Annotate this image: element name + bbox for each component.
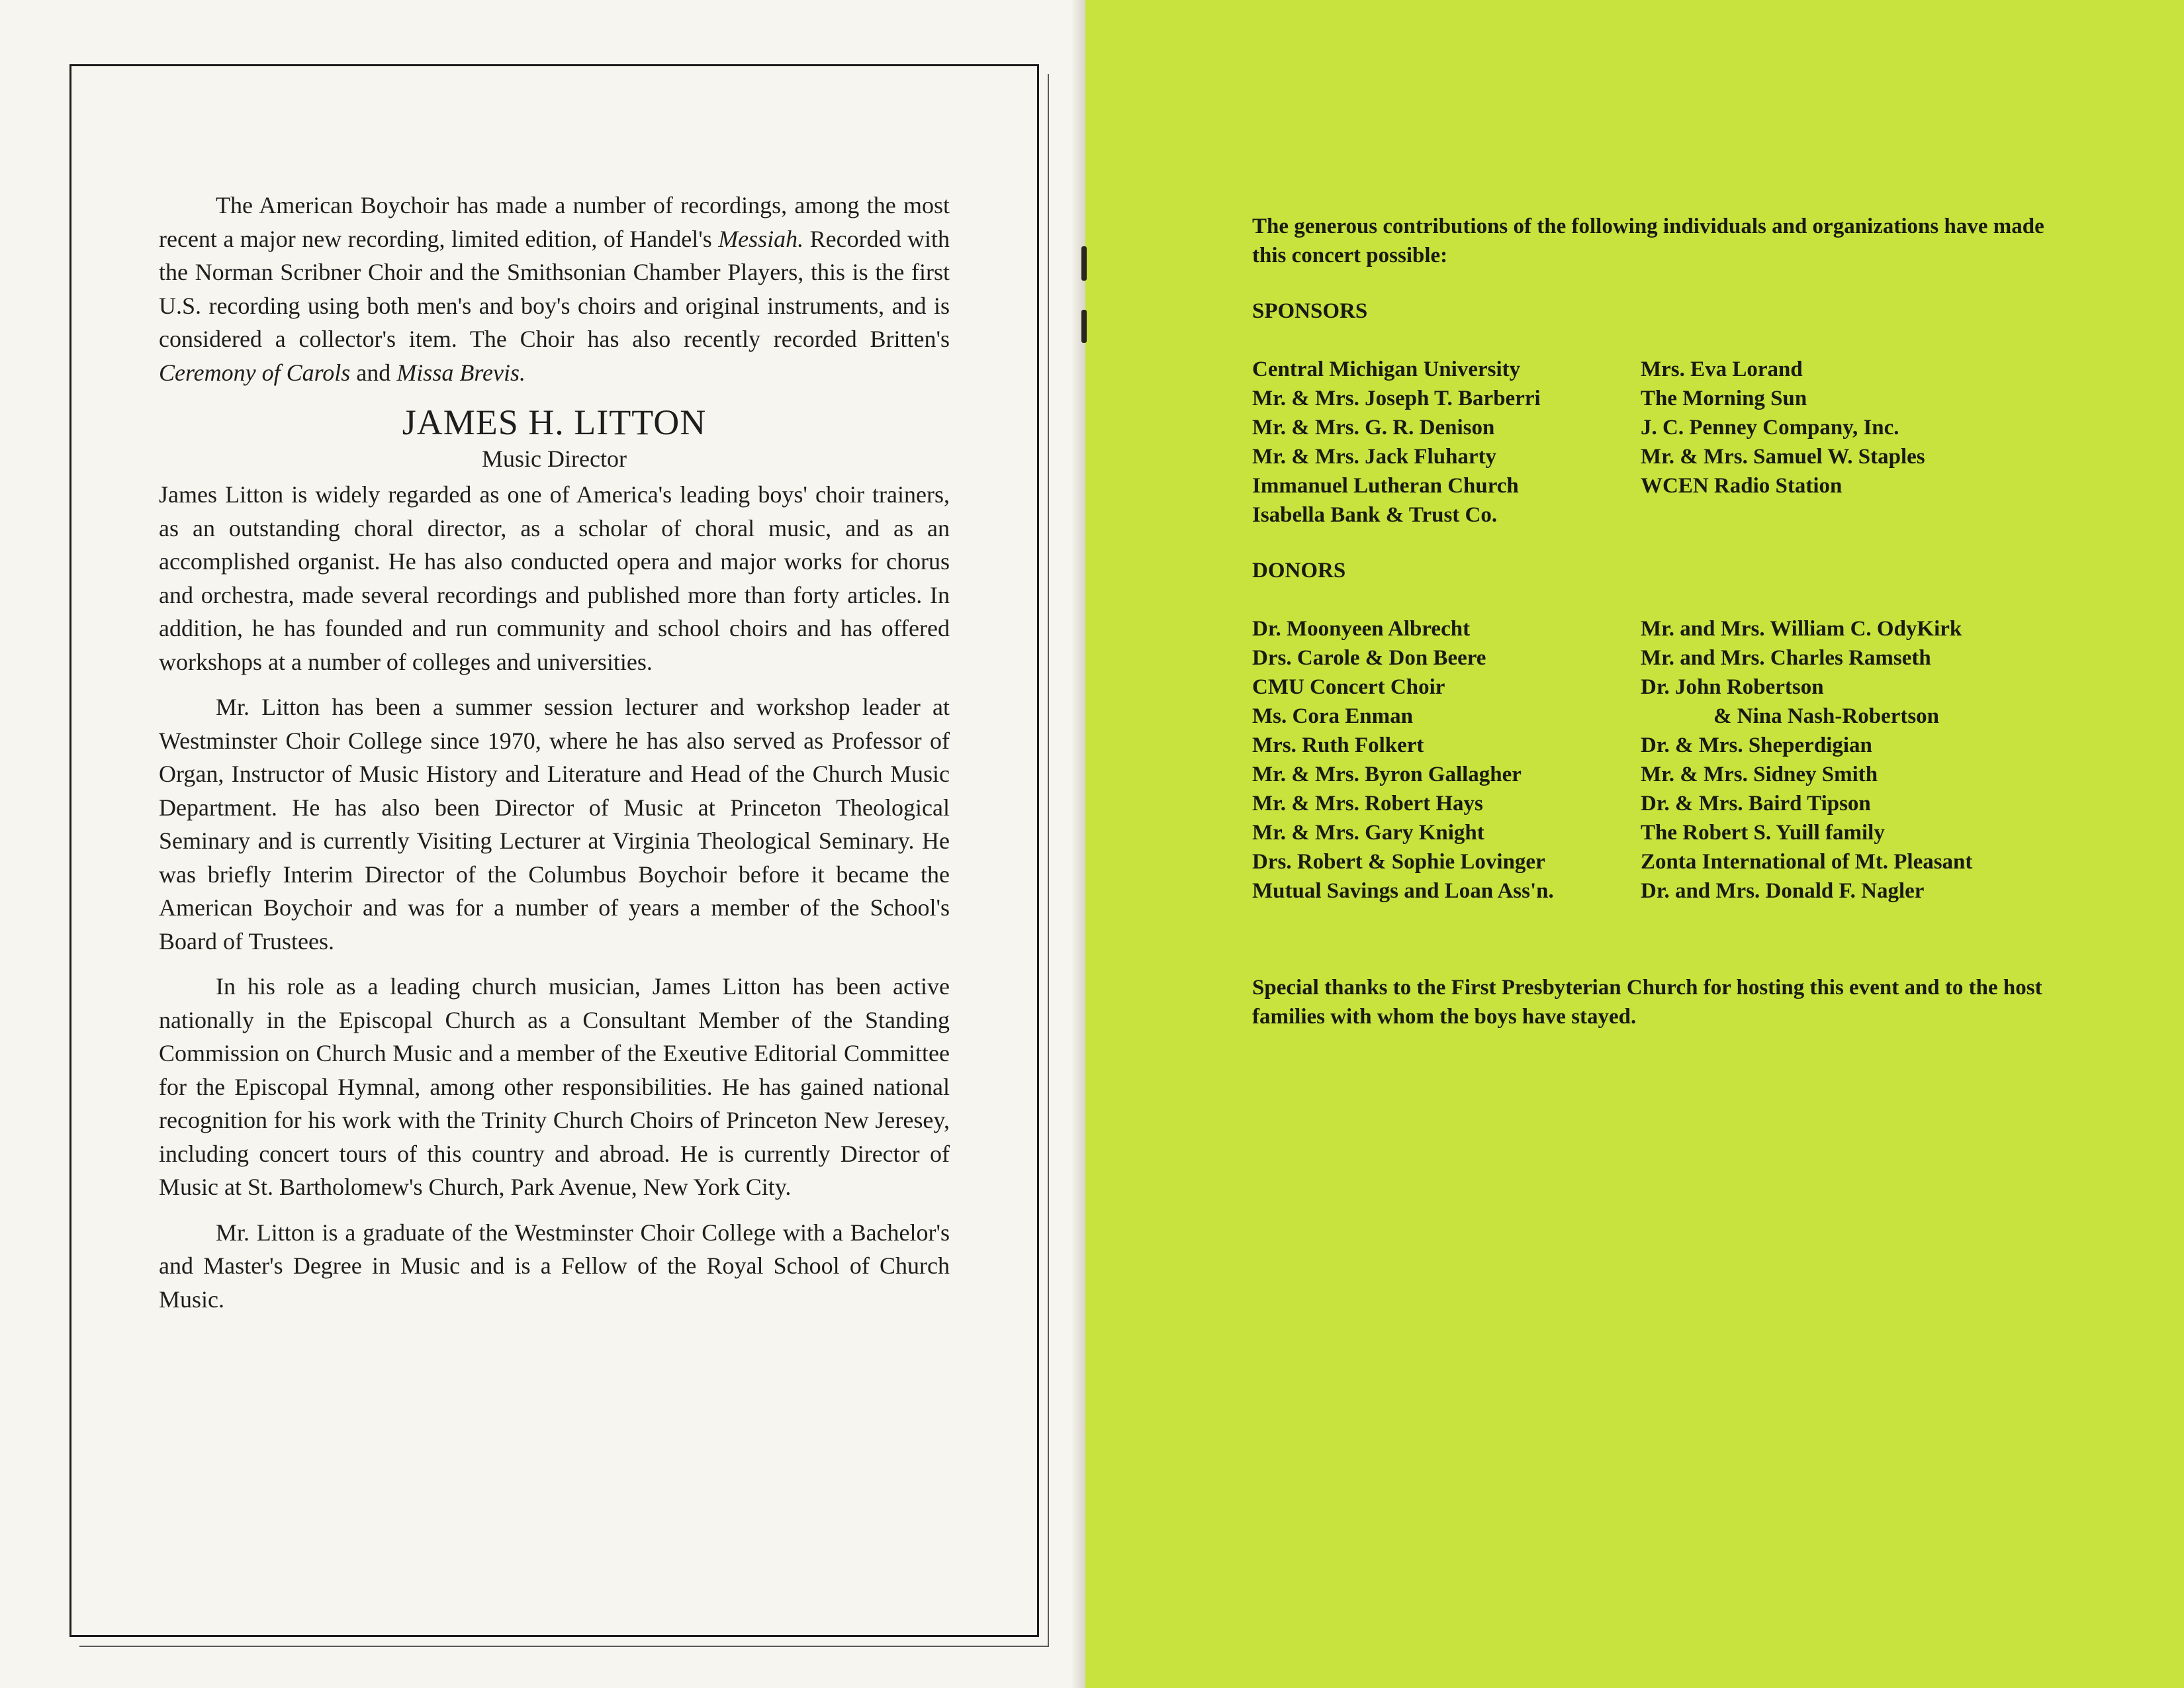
donor-entry: Mutual Savings and Loan Ass'n. [1252, 879, 1554, 903]
para1-text-b: Recorded with the Norman Scribner Choir and the Smithsonian Chamber Players, this is the first U.S. recording using both men's and boy's choirs and original instruments, and is considered a collector's item. The Choir has also recently recorded Britten's [159, 225, 950, 352]
staple-top [1081, 246, 1087, 281]
sponsor-entry: J. C. Penney Company, Inc. [1641, 416, 1899, 440]
sponsors-title: SPONSORS [1252, 299, 1368, 323]
sponsor-entry: Immanuel Lutheran Church [1252, 474, 1519, 498]
donors-column-1 [1252, 614, 1641, 906]
donor-entry: Mr. & Mrs. Byron Gallagher [1252, 763, 1522, 786]
sponsor-entry: WCEN Radio Station [1641, 474, 1843, 498]
para1-and: and [350, 359, 397, 386]
donor-entry: Dr. John Robertson [1641, 675, 1824, 699]
donor-entry: Drs. Carole & Don Beere [1252, 646, 1486, 670]
sponsor-entry: Mr. & Mrs. G. R. Denison [1252, 416, 1495, 440]
donor-entry: Dr. and Mrs. Donald F. Nagler [1641, 879, 1925, 903]
donor-entry: The Robert S. Yuill family [1641, 821, 1885, 845]
donor-entry: & Nina Nash-Robertson [1713, 704, 1940, 728]
work-ceremony-of-carols: Ceremony of Carols [159, 359, 351, 386]
sponsor-entry: Mr. & Mrs. Joseph T. Barberri [1252, 387, 1541, 410]
donors-title: DONORS [1252, 559, 1346, 583]
donor-entry: Mr. & Mrs. Robert Hays [1252, 792, 1483, 816]
sponsor-entry: The Morning Sun [1641, 387, 1807, 410]
sponsor-entry: Mrs. Eva Lorand [1641, 357, 1803, 381]
special-thanks: Special thanks to the First Presbyterian Church for hosting this event and to the host families with whom the boys have stayed. [1252, 976, 2042, 1029]
bio-paragraph-4: Mr. Litton is a graduate of the Westminster Choir College with a Bachelor's and Master's Degree in Music and is a Fellow of the Royal School of Church Music. [159, 1219, 950, 1313]
bio-paragraph-3: In his role as a leading church musician, James Litton has been active nationally in the Episcopal Church as a Consultant Member of the Standing Commission on Church Music and a member of the Exeutive Editorial Committee for the Episcopal Hymnal, among other responsibilities. He has gained national recognition for his work with the Trinity Church Choirs of Princeton New Jeresey, including concert tours of this country and abroad. He is currently Director of Music at St. Bartholomew's Church, Park Avenue, New York City. [159, 973, 950, 1200]
sponsors-list [1252, 355, 2060, 530]
work-messiah: Messiah. [718, 225, 804, 252]
sponsor-entry: Mr. & Mrs. Samuel W. Staples [1641, 445, 1925, 469]
sponsors-column-2 [1641, 355, 2058, 530]
donor-entry: Dr. & Mrs. Sheperdigian [1641, 733, 1872, 757]
donor-entry: Ms. Cora Enman [1252, 704, 1413, 728]
director-heading: JAMES H. LITTON [402, 402, 707, 442]
donor-entry: Mr. & Mrs. Sidney Smith [1641, 763, 1878, 786]
sponsor-entry: Central Michigan University [1252, 357, 1521, 381]
donor-entry: Mr. & Mrs. Gary Knight [1252, 821, 1484, 845]
recordings-paragraph [159, 189, 950, 389]
director-subheading: Music Director [482, 445, 627, 472]
right-page-text [1252, 212, 2060, 1031]
donor-entry: Dr. Moonyeen Albrecht [1252, 617, 1471, 641]
donor-entry: Mr. and Mrs. William C. OdyKirk [1641, 617, 1962, 641]
donor-entry: Drs. Robert & Sophie Lovinger [1252, 850, 1545, 874]
sponsors-column-1 [1252, 355, 1641, 530]
bio-paragraph-1: James Litton is widely regarded as one of America's leading boys' choir trainers, as an outstanding choral director, as a scholar of choral music, and as an accomplished organist. He has also conducted opera and major works for chorus and orchestra, made several recordings and published more than forty articles. In addition, he has founded and run community and school choirs and has offered workshops at a number of colleges and universities. [159, 481, 950, 675]
staple-bottom [1081, 310, 1087, 343]
donor-entry: Mr. and Mrs. Charles Ramseth [1641, 646, 1931, 670]
donor-entry: Mrs. Ruth Folkert [1252, 733, 1424, 757]
donor-entry: Zonta International of Mt. Pleasant [1641, 850, 1973, 874]
sponsor-entry: Isabella Bank & Trust Co. [1252, 503, 1498, 527]
sponsor-entry: Mr. & Mrs. Jack Fluharty [1252, 445, 1497, 469]
contributions-intro: The generous contributions of the following individuals and organizations have made this concert possible: [1252, 214, 2044, 267]
donors-column-2 [1641, 614, 2058, 906]
para1-text-a: The American Boychoir has made a number of recordings, among the most recent a major new recording, limited edition, of Handel's [159, 192, 950, 252]
donor-entry: CMU Concert Choir [1252, 675, 1445, 699]
donor-entry: Dr. & Mrs. Baird Tipson [1641, 792, 1871, 816]
work-missa-brevis: Missa Brevis. [396, 359, 525, 386]
bio-paragraph-2: Mr. Litton has been a summer session lecturer and workshop leader at Westminster Choir College since 1970, where he has also served as Professor of Organ, Instructor of Music History and Literature and Head of the Church Music Department. He has also been Director of Music at Princeton Theological Seminary and is currently Visiting Lecturer at Virginia Theological Seminary. He was briefly Interim Director of the Columbus Boychoir before it became the American Boychoir and was for a number of years a member of the School's Board of Trustees. [159, 694, 950, 955]
donors-list [1252, 614, 2060, 906]
left-page-text [159, 189, 950, 1328]
